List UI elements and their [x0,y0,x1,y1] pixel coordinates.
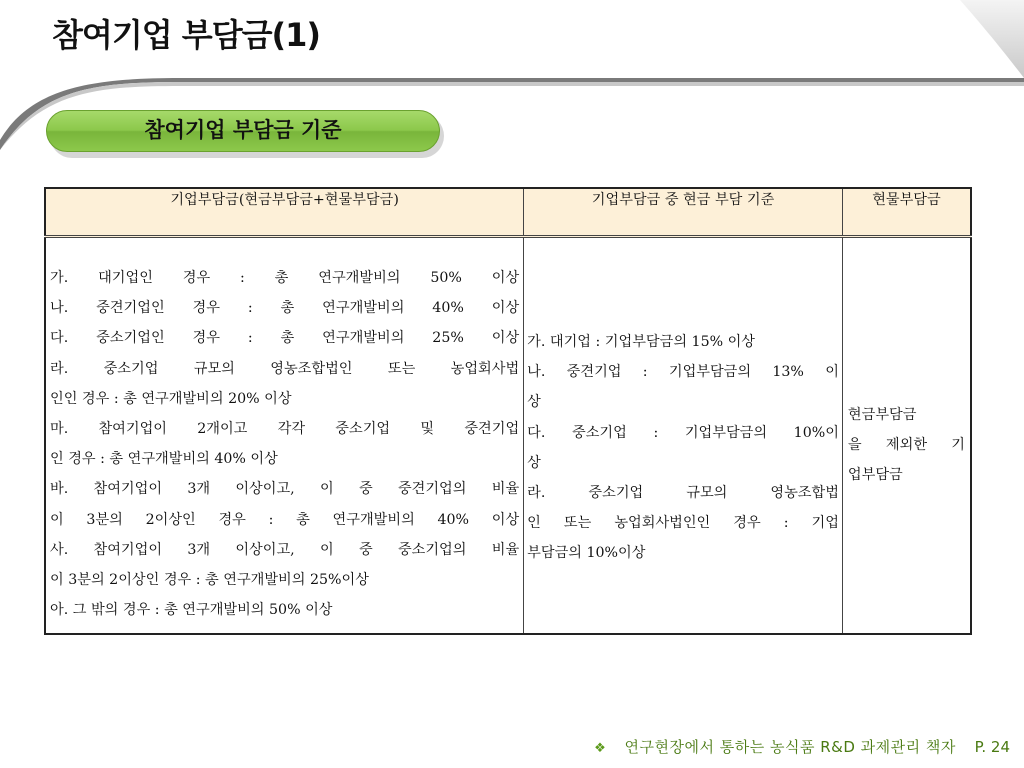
footer-text: 연구현장에서 통하는 농식품 R&D 과제관리 책자 [624,738,956,756]
list-item: 아. 그 밖의 경우 : 총 연구개발비의 50% 이상 [50,602,333,619]
list-item: 현금부담금 [847,407,917,423]
cell-in-kind [842,237,971,635]
section-pill [46,110,448,160]
list-item: 가. 대기업인 경우 : 총 연구개발비의 50% 이상 [50,270,520,286]
header-cash-criteria: 기업부담금 중 현금 부담 기준 [524,188,843,237]
list-item: 을 제외한 기 [847,437,965,454]
list-item: 나. 중견기업인 경우 : 총 연구개발비의 40% 이상 [50,300,520,317]
list-item: 이 3분의 2이상인 경우 : 총 연구개발비의 25%이상 [50,572,369,589]
cell-cash-criteria [524,237,843,635]
list-item: 사. 참여기업이 3개 이상이고, 이 중 중소기업의 비율 [50,541,520,558]
list-item: 상 [527,454,541,471]
table-header-row [45,188,971,237]
page-number: P. 24 [974,738,1010,756]
list-item: 인 또는 농업회사법인인 경우 : 기업 [527,515,839,532]
list-item: 가. 대기업 : 기업부담금의 15% 이상 [527,334,756,350]
page-title: 참여기업 부담금(1) [52,16,321,54]
list-item: 다. 중소기업인 경우 : 총 연구개발비의 25% 이상 [50,330,520,347]
list-item: 업부담금 [847,467,903,484]
table-row [45,237,971,635]
list-item: 부담금의 10%이상 [527,545,646,562]
list-item: 나. 중견기업 : 기업부담금의 13% 이 [527,364,839,381]
list-item: 다. 중소기업 : 기업부담금의 10%이 [527,424,839,441]
list-item: 라. 중소기업 규모의 영농조합법 [527,485,839,502]
header-in-kind: 현물부담금 [842,188,971,237]
list-item: 이 3분의 2이상인 경우 : 총 연구개발비의 40% 이상 [50,511,520,528]
list-item: 라. 중소기업 규모의 영농조합법인 또는 농업회사법 [50,360,520,377]
list-item: 인인 경우 : 총 연구개발비의 20% 이상 [50,390,292,407]
list-item: 마. 참여기업이 2개이고 각각 중소기업 및 중견기업 [50,421,520,438]
burden-table [44,187,972,635]
header-corporate-burden: 기업부담금(현금부담금+현물부담금) [45,188,524,237]
list-item: 상 [527,394,541,411]
list-item: 바. 참여기업이 3개 이상이고, 이 중 중견기업의 비율 [50,481,520,498]
section-label: 참여기업 부담금 기준 [144,118,342,142]
list-item: 인 경우 : 총 연구개발비의 40% 이상 [50,451,278,468]
footer [594,736,1010,757]
diamond-bullet-icon: ❖ [594,741,606,756]
cell-corporate-burden [45,237,524,635]
